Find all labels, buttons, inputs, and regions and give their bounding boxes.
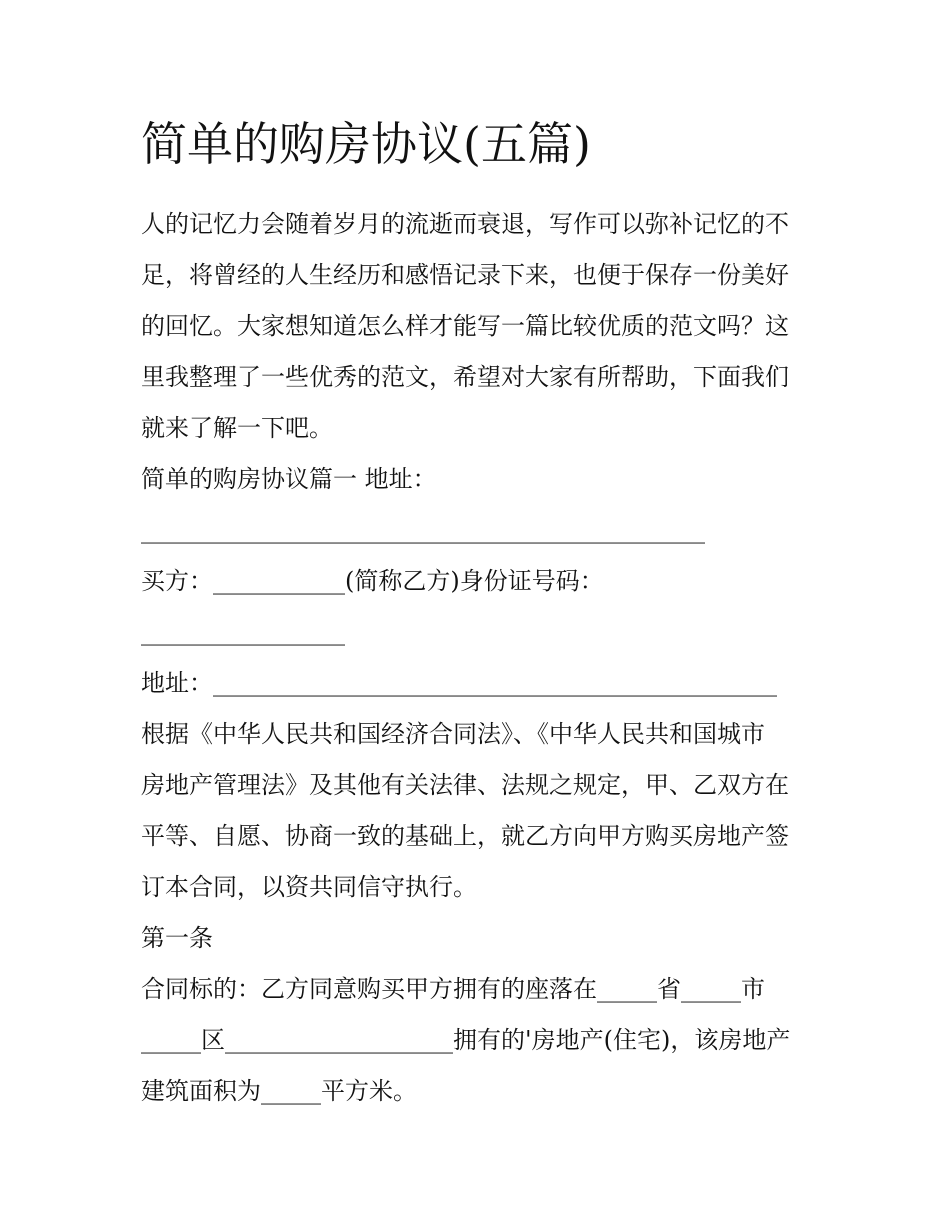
address-line: 地址：_______________________________________________	[141, 669, 777, 697]
paragraph-line: 平等、自愿、协商一致的基础上，就乙方向甲方购买房地产签	[141, 822, 789, 850]
document-body	[141, 199, 821, 1117]
article-heading: 第一条	[141, 924, 213, 952]
paragraph-line: 足，将曾经的人生经历和感悟记录下来，也便于保存一份美好	[141, 261, 789, 289]
paragraph-line: 订本合同，以资共同信守执行。	[141, 873, 477, 901]
id-number-blank-line: _________________	[141, 618, 345, 646]
paragraph-line: 根据《中华人民共和国经济合同法》、《中华人民共和国城市	[141, 720, 765, 748]
paragraph-line: 就来了解一下吧。	[141, 414, 333, 442]
paragraph-line: 的回忆。大家想知道怎么样才能写一篇比较优质的范文吗？这	[141, 312, 789, 340]
section-heading-line: 简单的购房协议篇一 地址：	[141, 465, 437, 493]
paragraph-line: 房地产管理法》及其他有关法律、法规之规定，甲、乙双方在	[141, 771, 789, 799]
paragraph-line: 合同标的：乙方同意购买甲方拥有的座落在_____省_____市	[141, 975, 765, 1003]
paragraph-line: 里我整理了一些优秀的范文，希望对大家有所帮助，下面我们	[141, 363, 789, 391]
paragraph-line: 建筑面积为_____平方米。	[141, 1077, 417, 1105]
paragraph-line: _____区___________________拥有的'房地产(住宅)，该房地产	[141, 1026, 791, 1054]
document-title: 简单的购房协议(五篇)	[141, 117, 591, 171]
blank-line: _______________________________________________	[141, 516, 705, 544]
paragraph-line: 人的记忆力会随着岁月的流逝而衰退，写作可以弥补记忆的不	[141, 210, 789, 238]
buyer-line: 买方：___________(简称乙方)身份证号码：	[141, 567, 604, 595]
